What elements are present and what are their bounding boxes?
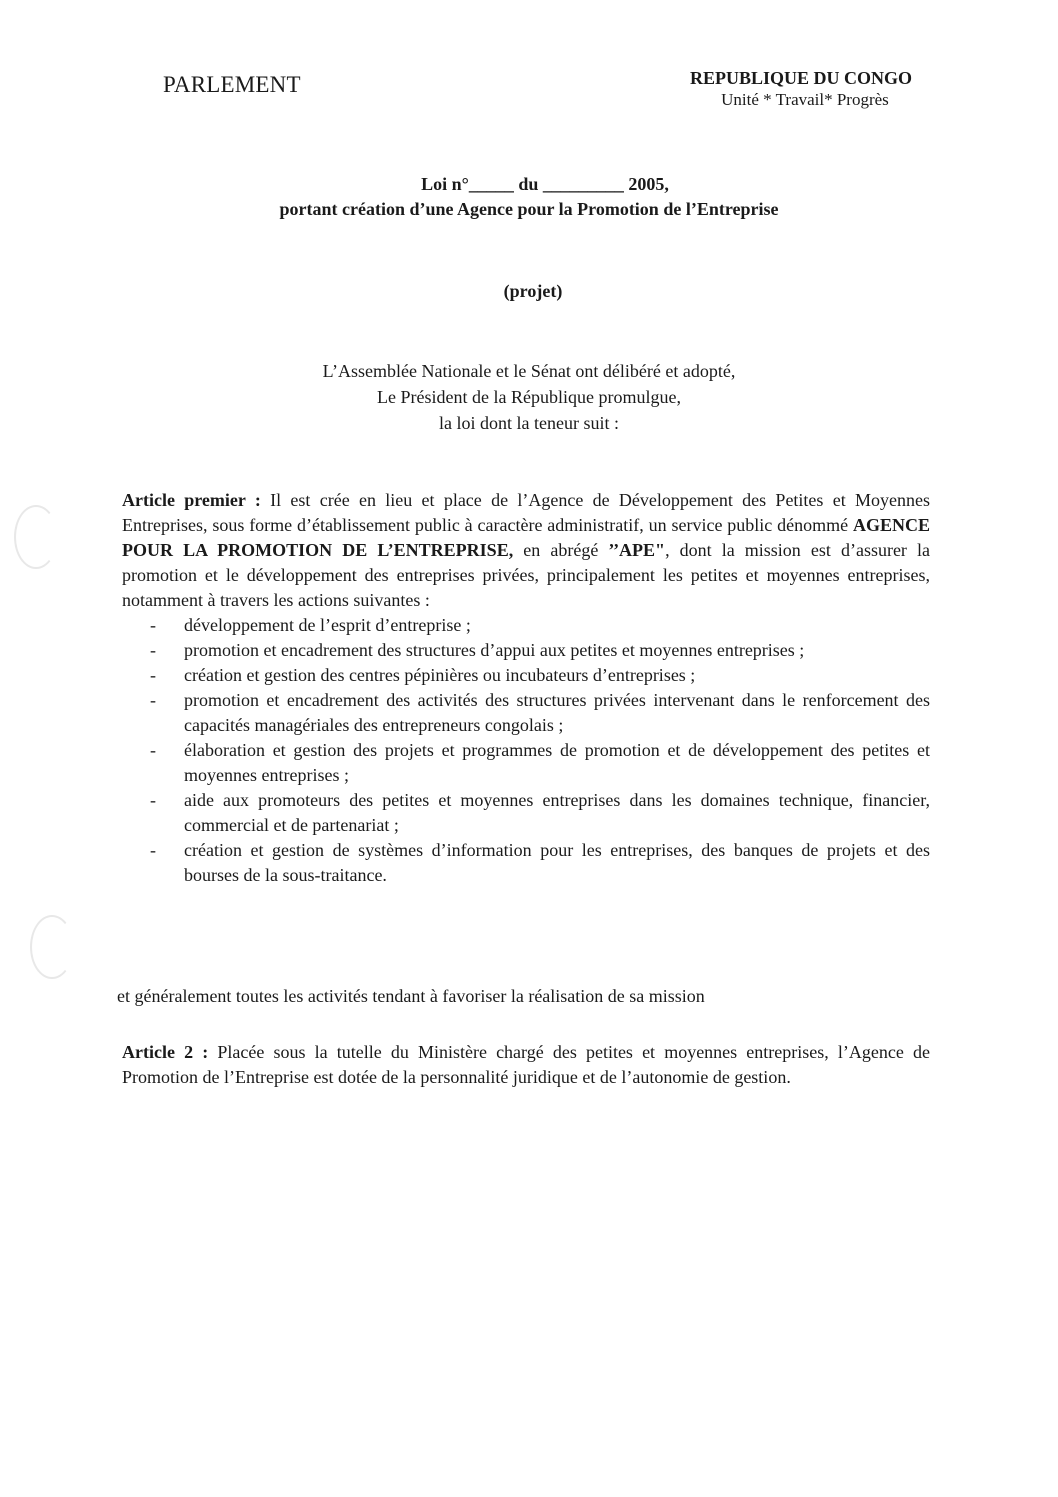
article-1-text: Il est crée en lieu et place de l’Agence de Développement des Petites et Moyennes Entreprises, sous forme d’établissement public à caractère administratif, un service public dénommé bbox=[122, 490, 930, 535]
list-item-text: création et gestion de systèmes d’information pour les entreprises, des banques de projets et des bourses de la sous-traitance. bbox=[184, 840, 930, 885]
list-dash: - bbox=[150, 640, 156, 660]
article-1-text: en abrégé bbox=[513, 540, 609, 560]
parliament-heading: PARLEMENT bbox=[163, 72, 301, 97]
list-dash: - bbox=[150, 740, 156, 760]
article-1-label: Article premier : bbox=[122, 490, 261, 510]
preamble-line: L’Assemblée Nationale et le Sénat ont délibéré et adopté, bbox=[322, 361, 736, 381]
list-item-text: développement de l’esprit d’entreprise ; bbox=[184, 615, 471, 635]
agency-name: AGENCE POUR LA PROMOTION DE L’ENTREPRISE, bbox=[122, 515, 930, 560]
article-1-paragraph bbox=[122, 488, 930, 613]
mission-list bbox=[122, 613, 930, 888]
punch-hole-mark bbox=[14, 505, 58, 569]
list-item-text: promotion et encadrement des structures d’appui aux petites et moyennes entreprises ; bbox=[184, 640, 805, 660]
article-1 bbox=[122, 488, 930, 888]
list-dash: - bbox=[150, 840, 156, 860]
country-name: REPUBLIQUE DU CONGO bbox=[689, 68, 912, 88]
list-item bbox=[122, 663, 930, 688]
article-1-conclusion: et généralement toutes les activités tendant à favoriser la réalisation de sa mission bbox=[117, 986, 705, 1006]
country-heading bbox=[690, 68, 912, 110]
list-item bbox=[122, 688, 930, 738]
list-item-text: aide aux promoteurs des petites et moyennes entreprises dans les domaines technique, financier, commercial et de partenariat ; bbox=[184, 790, 930, 835]
article-2-label: Article 2 : bbox=[122, 1042, 209, 1062]
law-subject-line: portant création d’une Agence pour la Promotion de l’Entreprise bbox=[279, 199, 779, 219]
list-item bbox=[122, 738, 930, 788]
article-2 bbox=[122, 1040, 930, 1090]
law-title bbox=[0, 172, 1058, 222]
list-item bbox=[122, 838, 930, 888]
list-item-text: création et gestion des centres pépinières ou incubateurs d’entreprises ; bbox=[184, 665, 696, 685]
draft-label: (projet) bbox=[503, 281, 563, 301]
preamble-line: Le Président de la République promulgue, bbox=[377, 387, 681, 407]
list-item bbox=[122, 638, 930, 663]
preamble bbox=[0, 358, 1058, 436]
article-1-text: , dont la mission est d’assurer la promotion et le développement des entreprises privées, principalement les petites et moyennes entreprises, notamment à travers les actions suivantes : bbox=[122, 540, 930, 610]
list-item bbox=[122, 613, 930, 638]
agency-abbreviation: ’’APE" bbox=[608, 540, 666, 560]
article-2-text: Placée sous la tutelle du Ministère chargé des petites et moyennes entreprises, l’Agence de Promotion de l’Entreprise est dotée de la personnalité juridique et de l’autonomie de gestion. bbox=[122, 1042, 930, 1087]
country-motto: Unité * Travail* Progrès bbox=[721, 90, 889, 109]
list-item bbox=[122, 788, 930, 838]
list-dash: - bbox=[150, 665, 156, 685]
punch-hole-mark bbox=[30, 915, 74, 979]
list-dash: - bbox=[150, 690, 156, 710]
list-item-text: élaboration et gestion des projets et programmes de promotion et de développement des petites et moyennes entreprises ; bbox=[184, 740, 930, 785]
preamble-line: la loi dont la teneur suit : bbox=[439, 413, 619, 433]
law-number-line: Loi n°_____ du _________ 2005, bbox=[421, 174, 669, 194]
list-dash: - bbox=[150, 790, 156, 810]
list-item-text: promotion et encadrement des activités des structures privées intervenant dans le renforcement des capacités managériales des entrepreneurs congolais ; bbox=[184, 690, 930, 735]
list-dash: - bbox=[150, 615, 156, 635]
